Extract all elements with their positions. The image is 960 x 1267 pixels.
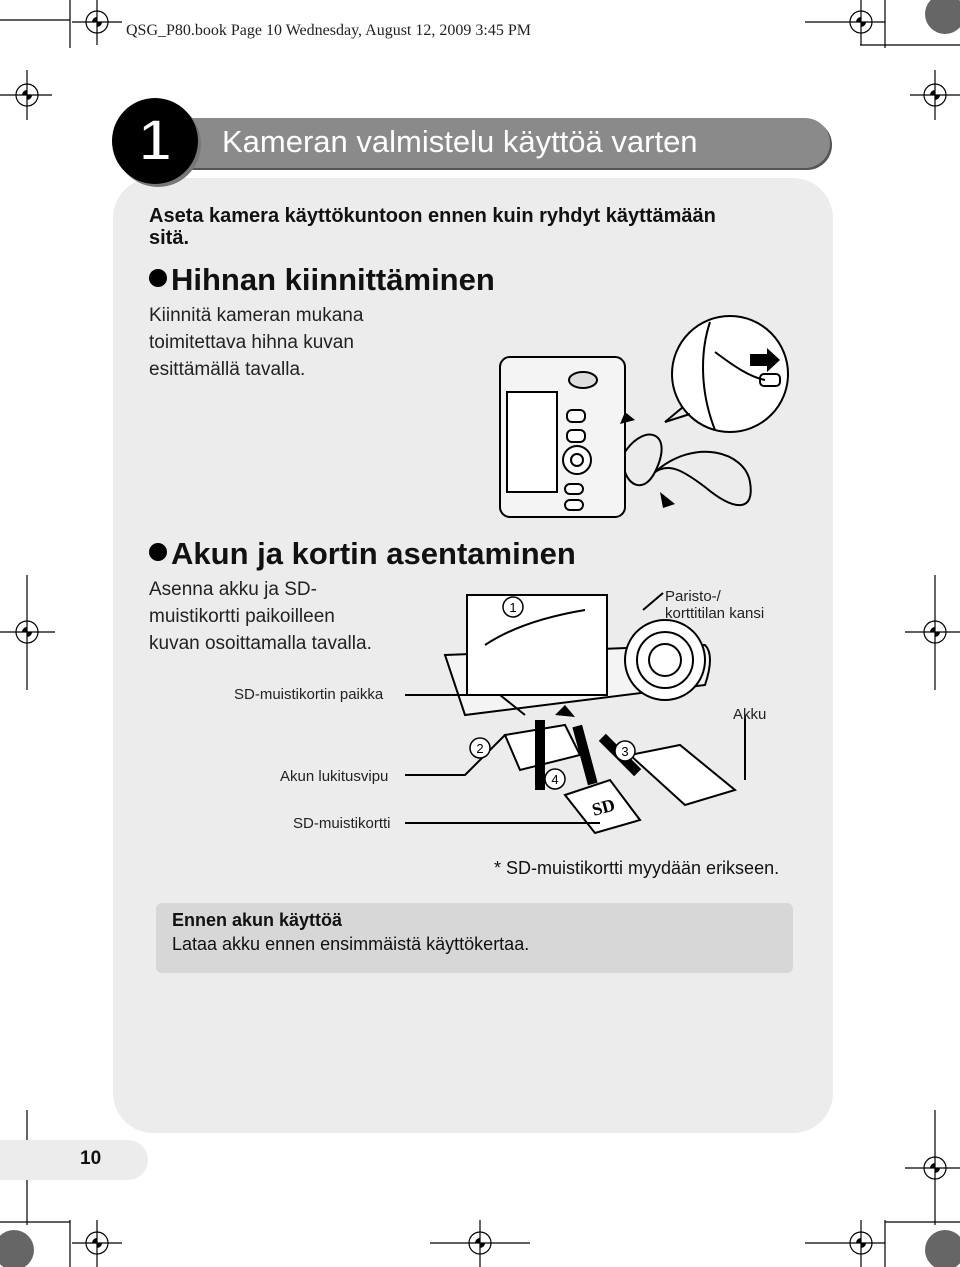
battery-line: Asenna akku ja SD-: [149, 579, 317, 600]
battery-heading-text: Akun ja kortin asentaminen: [171, 536, 576, 571]
battery-text: [149, 576, 372, 657]
sd-slot-callout: SD-muistikortin paikka: [234, 686, 384, 703]
strap-text: [149, 302, 363, 383]
sd-card-callout: SD-muistikortti: [293, 815, 391, 832]
cover-callout-line: korttitilan kansi: [665, 605, 765, 622]
strap-line: toimitettava hihna kuvan: [149, 332, 354, 353]
step-marker-3: 3: [621, 744, 629, 759]
step-marker-4: 4: [551, 772, 559, 787]
chapter-title: Kameran valmistelu käyttöä varten: [222, 124, 698, 159]
note-text: Lataa akku ennen ensimmäistä käyttökertaa.: [172, 934, 530, 954]
strap-heading-text: Hihnan kiinnittäminen: [171, 262, 495, 297]
strap-heading: [149, 262, 495, 298]
page-number: 10: [80, 1148, 102, 1169]
battery-illustration: [405, 585, 775, 845]
strap-line: Kiinnitä kameran mukana: [149, 305, 364, 326]
battery-callout: Akku: [733, 706, 767, 723]
cover-callout-line: Paristo-/: [665, 588, 721, 605]
chapter-number: 1: [138, 108, 172, 173]
intro-text: Aseta kamera käyttökuntoon ennen kuin ryhdyt käyttämään sitä.: [149, 205, 716, 249]
battery-line: muistikortti paikoilleen: [149, 606, 335, 627]
strap-illustration: [495, 312, 800, 522]
bullet-icon: [149, 269, 167, 287]
note-title: Ennen akun käyttöä: [172, 910, 343, 930]
battery-line: kuvan osoittamalla tavalla.: [149, 633, 372, 654]
lock-lever-callout: Akun lukitusvipu: [280, 768, 389, 785]
battery-heading: [149, 536, 576, 572]
print-header: QSG_P80.book Page 10 Wednesday, August 12, 2009 3:45 PM: [126, 22, 531, 39]
strap-line: esittämällä tavalla.: [149, 359, 306, 380]
step-marker-1: 1: [509, 600, 517, 615]
page-number-tab: [0, 1140, 148, 1180]
sd-card-label: SD: [589, 794, 618, 820]
bullet-icon: [149, 543, 167, 561]
cover-callout: [665, 588, 764, 622]
footnote: * SD-muistikortti myydään erikseen.: [494, 858, 780, 878]
step-marker-2: 2: [476, 741, 484, 756]
